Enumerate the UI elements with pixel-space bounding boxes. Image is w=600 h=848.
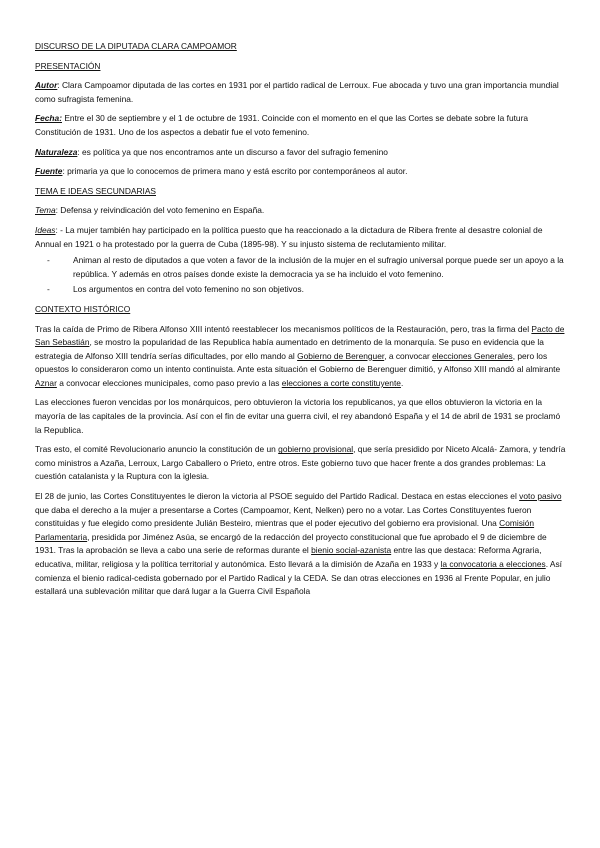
document-title: DISCURSO DE LA DIPUTADA CLARA CAMPOAMOR xyxy=(35,41,237,51)
text-ideas: : - La mujer también hay participado en la política puesto que ha reaccionado a la dictadura de Ribera frente al desastre colonial de Annual en 1921 o ha protestado por la guerra de Cuba (1895-98). Y su injusto sistema de reclutamiento militar. xyxy=(35,224,543,249)
link-elecciones-corte-constituyente[interactable]: elecciones a corte constituyente xyxy=(281,377,401,388)
text-fecha: Entre el 30 de septiembre y el 1 de octubre de 1931. Coincide con el momento en el que las Cortes se debate sobre la futura Constitución de 1931. Uno de los aspectos a debatir fue el voto femenino. xyxy=(35,113,529,137)
link-comision-parlamentaria[interactable]: Comisión Parlamentaria xyxy=(35,518,535,542)
section-heading-contexto: CONTEXTO HISTÓRICO xyxy=(35,303,131,314)
paragraph-ideas xyxy=(35,224,568,251)
link-gobierno-berenguer[interactable]: Gobierno de Berenguer xyxy=(297,350,385,361)
text-fuente: : primaria ya que lo conocemos de primera mano y está escrito por contemporáneos al autor. xyxy=(62,166,408,177)
link-pacto-san-sebastian[interactable]: Pacto de San Sebastián xyxy=(35,323,565,348)
paragraph-fuente xyxy=(35,165,568,179)
paragraph-contexto-3 xyxy=(35,443,568,484)
link-aznar[interactable]: Aznar xyxy=(35,377,57,388)
section-heading-presentacion: PRESENTACIÓN xyxy=(35,60,101,71)
text-run: entre las que destaca: Reforma Agraria, educativa, militar, religiosa y la política territorial y autonómica. Esto llevará a la dimisión de Azaña en 1933 y xyxy=(35,545,542,569)
text-run: Tras la caída de Primo de Ribera Alfonso XIII intentó reestablecer los mecanismos políticos de la Restauración, pero, tras la firma del xyxy=(35,323,532,334)
text-tema: : Defensa y reivindicación del voto femenino en España. xyxy=(55,205,265,216)
link-convocatoria-elecciones[interactable]: la convocatoria a elecciones xyxy=(440,559,546,569)
text-run: , a convocar xyxy=(384,350,433,361)
text-run: Tras esto, el comité Revolucionario anuncio la constitución de un xyxy=(35,444,279,455)
list-item: - Los argumentos en contra del voto femenino no son objetivos. xyxy=(59,283,568,297)
label-ideas: Ideas xyxy=(35,224,56,235)
text-naturaleza: : es política ya que nos encontramos ante un discurso a favor del sufragio femenino xyxy=(77,146,388,157)
label-autor: Autor xyxy=(35,80,58,91)
paragraph-naturaleza xyxy=(35,146,568,160)
paragraph-autor xyxy=(35,79,568,106)
paragraph-contexto-1 xyxy=(35,323,568,391)
ideas-list xyxy=(35,254,568,297)
label-tema: Tema xyxy=(35,205,56,216)
text-run: que daba el derecho a la mujer a presentarse a Cortes (Campoamor, Kent, Nelken) pero no a votar. Las Cortes Constituyentes fueron constituidas y fue elegido como presidente Julián Besteiro, mientras que el poder ejecutivo del gobierno era provisional. Una xyxy=(35,504,532,529)
text-autor: : Clara Campoamor diputada de las cortes en 1931 por el partido radical de Lerroux. Fue abocada y tuvo una gran importancia mundial como sufragista femenina. xyxy=(35,80,559,104)
text-run: . Así comienza el bienio radical-cedista gobernado por el Partido Radical y la CEDA. Se dan otras elecciones en 1936 al Frente Popular, en julio estallará una sublevación militar que dará lugar a la Guerra Civil Española xyxy=(35,559,562,597)
link-gobierno-provisional[interactable]: gobierno provisional xyxy=(278,444,354,455)
list-item: - Animan al resto de diputados a que voten a favor de la inclusión de la mujer en el sufragio universal porque puede ser un apoyo a la república. Y además en otros países donde existe la democracia ya se ha incluido el voto femenino. xyxy=(59,254,568,281)
link-bienio-social-azanista[interactable]: bienio social-azanista xyxy=(311,545,392,556)
paragraph-contexto-4 xyxy=(35,490,568,599)
text-run: El 28 de junio, las Cortes Constituyentes le dieron la victoria al PSOE seguido del Partido Radical. Destaca en estas elecciones el xyxy=(35,491,520,502)
label-naturaleza: Naturaleza xyxy=(35,146,78,157)
paragraph-contexto-2: Las elecciones fueron vencidas por los monárquicos, pero obtuvieron la victoria los republicanos, ya que ellos obtuvieron la victoria en la mayoría de las capitales de la provincia. Así con el fin de evitar una guerra civil, el rey abandonó España y el 14 de abril de 1931 se proclamó la Republica. xyxy=(35,397,561,435)
text-run: . xyxy=(400,377,404,388)
label-fuente: Fuente xyxy=(35,166,63,177)
text-run: , se mostro la popularidad de las Republica había aumentado en detrimento de la monarquía. Se puso en evidencia que la estrategia de Alfonso XIII tendría serías dificultades, por ello mando al xyxy=(35,337,544,361)
text-run: , pero los opuestos lo consideraron como un intento continuista. Ante esta situación el Gobierno de Berenguer dimitió, y Alfonso XIII mandó al almirante xyxy=(35,350,561,375)
label-fecha: Fecha: xyxy=(35,113,62,124)
text-run: , presidida por Jiménez Asúa, se encargó de la redacción del proyecto constitucional que fue aprobado el 9 de diciembre de 1931. Tras la aprobación se lleva a cabo una serie de reformas durante el xyxy=(35,531,547,556)
link-elecciones-generales[interactable]: elecciones Generales xyxy=(432,350,513,361)
paragraph-tema xyxy=(35,204,568,218)
paragraph-fecha xyxy=(35,112,568,139)
text-run: a convocar elecciones municipales, como paso previo a las xyxy=(56,377,282,388)
section-heading-tema: TEMA E IDEAS SECUNDARIAS xyxy=(35,185,156,196)
link-voto-pasivo[interactable]: voto pasivo xyxy=(519,491,562,502)
text-run: , que sería presidido por Niceto Alcalá- Zamora, y tendría como ministros a Azaña, Lerroux, Largo Caballero o Prieto, entre otros. Este gobierno tuvo que hacer frente a dos grandes problemas: La cuestión catalanista y la Ruptura con la iglesia. xyxy=(35,444,566,482)
